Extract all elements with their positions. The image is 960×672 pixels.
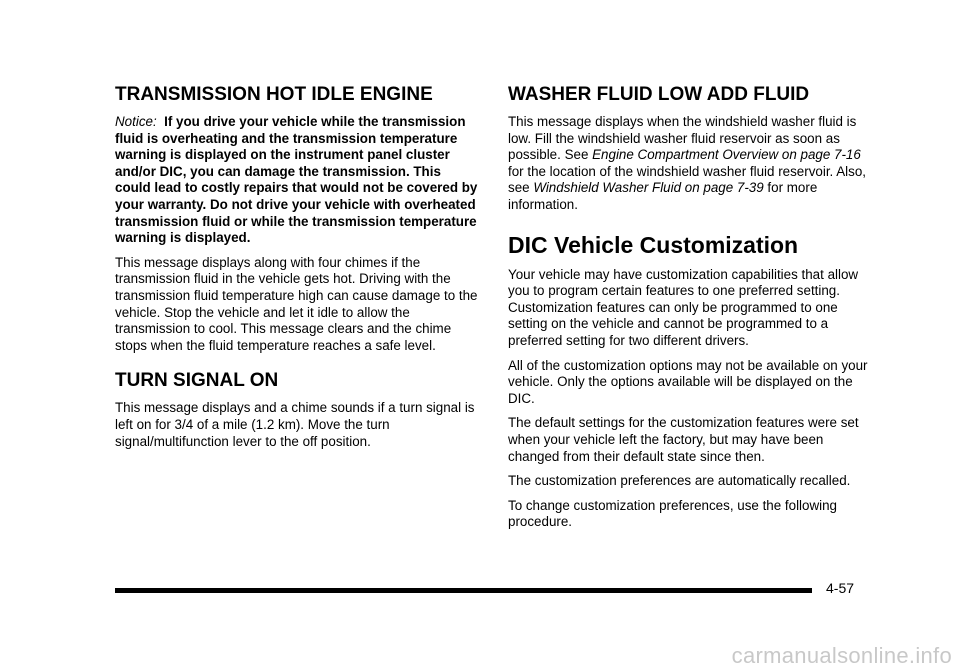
dic-paragraph-2: All of the customization options may not be available on your vehicle. Only the options available will be displayed on the DIC. [508,357,868,406]
washer-text-2: for the location of the windshield washer fluid reservoir. Also, see [508,163,867,196]
turn-signal-heading: TURN SIGNAL ON [115,370,279,392]
washer-fluid-heading: WASHER FLUID LOW ADD FLUID [508,84,810,105]
dic-paragraph-5: To change customization preferences, use the following procedure. [508,497,838,530]
dic-paragraph-3: The default settings for the customization features were set when your vehicle left the factory, but may have been changed from their default state since then. [508,415,859,464]
washer-fluid-body [508,114,873,214]
transmission-hot-heading: TRANSMISSION HOT IDLE ENGINE [115,84,433,105]
dic-paragraph-1: Your vehicle may have customization capabilities that allow you to program certain features to one preferred setting. Customization features can only be programmed to one setting on the vehicle and cannot be programmed to a preferred setting for two different drivers. [508,266,859,348]
turn-signal-body: This message displays and a chime sounds if a turn signal is left on for 3/4 of a mile (1.2 km). Move the turn signal/multifunction lever to the off position. [115,400,475,449]
left-column [115,84,480,458]
right-column [508,84,873,539]
notice-paragraph [115,114,480,247]
footer-rule [115,588,812,593]
washer-text-3: for more information. [508,180,818,212]
notice-label: Notice: [115,114,157,129]
page-number: 4-57 [826,580,855,596]
washer-text-1: This message displays when the windshield washer fluid is low. Fill the windshield washer fluid reservoir as soon as possible. See [508,114,857,163]
engine-compartment-link[interactable]: Engine Compartment Overview on page 7-16 [592,147,861,163]
dic-customization-heading: DIC Vehicle Customization [508,231,799,258]
washer-fluid-link[interactable]: Windshield Washer Fluid on page 7-39 [533,180,764,196]
notice-text: If you drive your vehicle while the transmission fluid is overheating and the transmission temperature warning is displayed on the instrument panel cluster and/or DIC, you can damage the transmission. This could lead to costly repairs that would not be covered by your warranty. Do not drive your vehicle with overheated transmission fluid or while the transmission temperature warning is displayed. [115,114,478,246]
dic-paragraph-4: The customization preferences are automatically recalled. [508,473,851,489]
watermark: carmanualsonline.info [731,643,952,668]
transmission-body: This message displays along with four chimes if the transmission fluid in the vehicle gets hot. Driving with the transmission fluid temperature high can cause damage to the vehicle. Stop the vehicle and let it idle to allow the transmission to cool. This message clears and the chime stops when the fluid temperature reaches a safe level. [115,254,478,353]
